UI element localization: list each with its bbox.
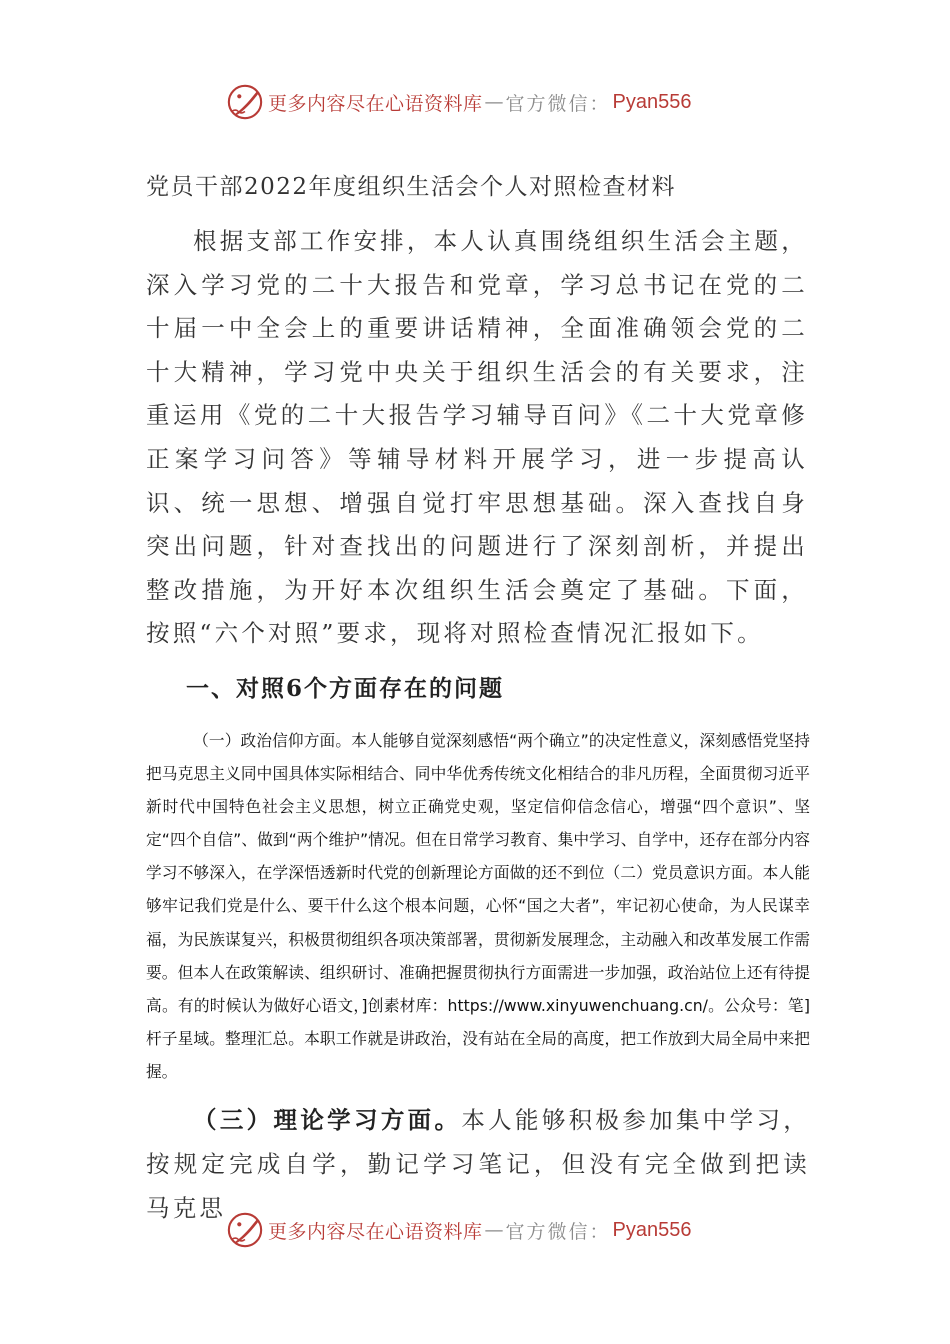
- banner-text: 更多内容尽在心语资料库: [268, 92, 483, 115]
- document-title: 党员干部2022年度组织生活会个人对照检查材料: [146, 174, 677, 200]
- section-heading: 一、对照6个方面存在的问题: [186, 675, 505, 702]
- banner-wechat-id: Pyan556: [612, 90, 692, 113]
- banner-wechat-label: 官方微信：: [505, 92, 611, 115]
- banner-wechat-id: Pyan556: [612, 1218, 692, 1241]
- footer-banner: [226, 1210, 746, 1250]
- banner-wechat-label: 官方微信：: [505, 1220, 611, 1243]
- banner-text: 更多内容尽在心语资料库: [268, 1220, 483, 1243]
- banner-separator: —: [484, 91, 504, 113]
- pen-logo-icon: [226, 1211, 264, 1249]
- theory-study-body: 本人能够积极参加集中学习，按规定完成自学，勤记学习笔记，但没有完全做到把读马克思: [146, 1106, 811, 1222]
- intro-paragraph: 根据支部工作安排，本人认真围绕组织生活会主题，深入学习党的二十大报告和党章，学习总书记在党的二十届一中全会上的重要讲话精神，全面准确领会党的二十大精神，学习党中央关于组织生活会的有关要求，注重运用《党的二十大报告学习辅导百问》《二十大党章修正案学习问答》等辅导材料开展学习，进一步提高认识、统一思想、增强自觉打牢思想基础。深入查找自身突出问题，针对查找出的问题进行了深刻剖析，并提出整改措施，为开好本次组织生活会奠定了基础。下面，按照“六个对照”要求，现将对照检查情况汇报如下。: [146, 227, 808, 648]
- section-paragraph-dense: （一）政治信仰方面。本人能够自觉深刻感悟“两个确立”的决定性意义，深刻感悟党坚持把马克思主义同中国具体实际相结合、同中华优秀传统文化相结合的非凡历程，全面贯彻习近平新时代中国特色社会主义思想，树立正确党史观，坚定信仰信念信心，增强“四个意识”、坚定“四个自信”、做到“两个维护”情况。但在日常学习教育、集中学习、自学中，还存在部分内容学习不够深入，在学深悟透新时代党的创新理论方面做的还不到位（二）党员意识方面。本人能够牢记我们党是什么、要干什么这个根本问题，心怀“国之大者”，牢记初心使命，为人民谋幸福，为民族谋复兴，积极贯彻组织各项决策部署，贯彻新发展理念，主动融入和改革发展工作需要。但本人在政策解读、组织研讨、准确把握贯彻执行方面需进一步加强，政治站位上还有待提高。有的时候认为做好心语文，]创素材库：https://www.xinyuwenchuang.cn/。公众号：笔]杆子星域。整理汇总。本职工作就是讲政治，没有站在全局的高度，把工作放到大局全局中来把握。: [146, 731, 810, 1081]
- pen-logo-icon: [226, 83, 264, 121]
- theory-study-lead: （三）理论学习方面。: [193, 1106, 462, 1134]
- header-banner: [226, 82, 746, 122]
- banner-separator: —: [484, 1219, 504, 1241]
